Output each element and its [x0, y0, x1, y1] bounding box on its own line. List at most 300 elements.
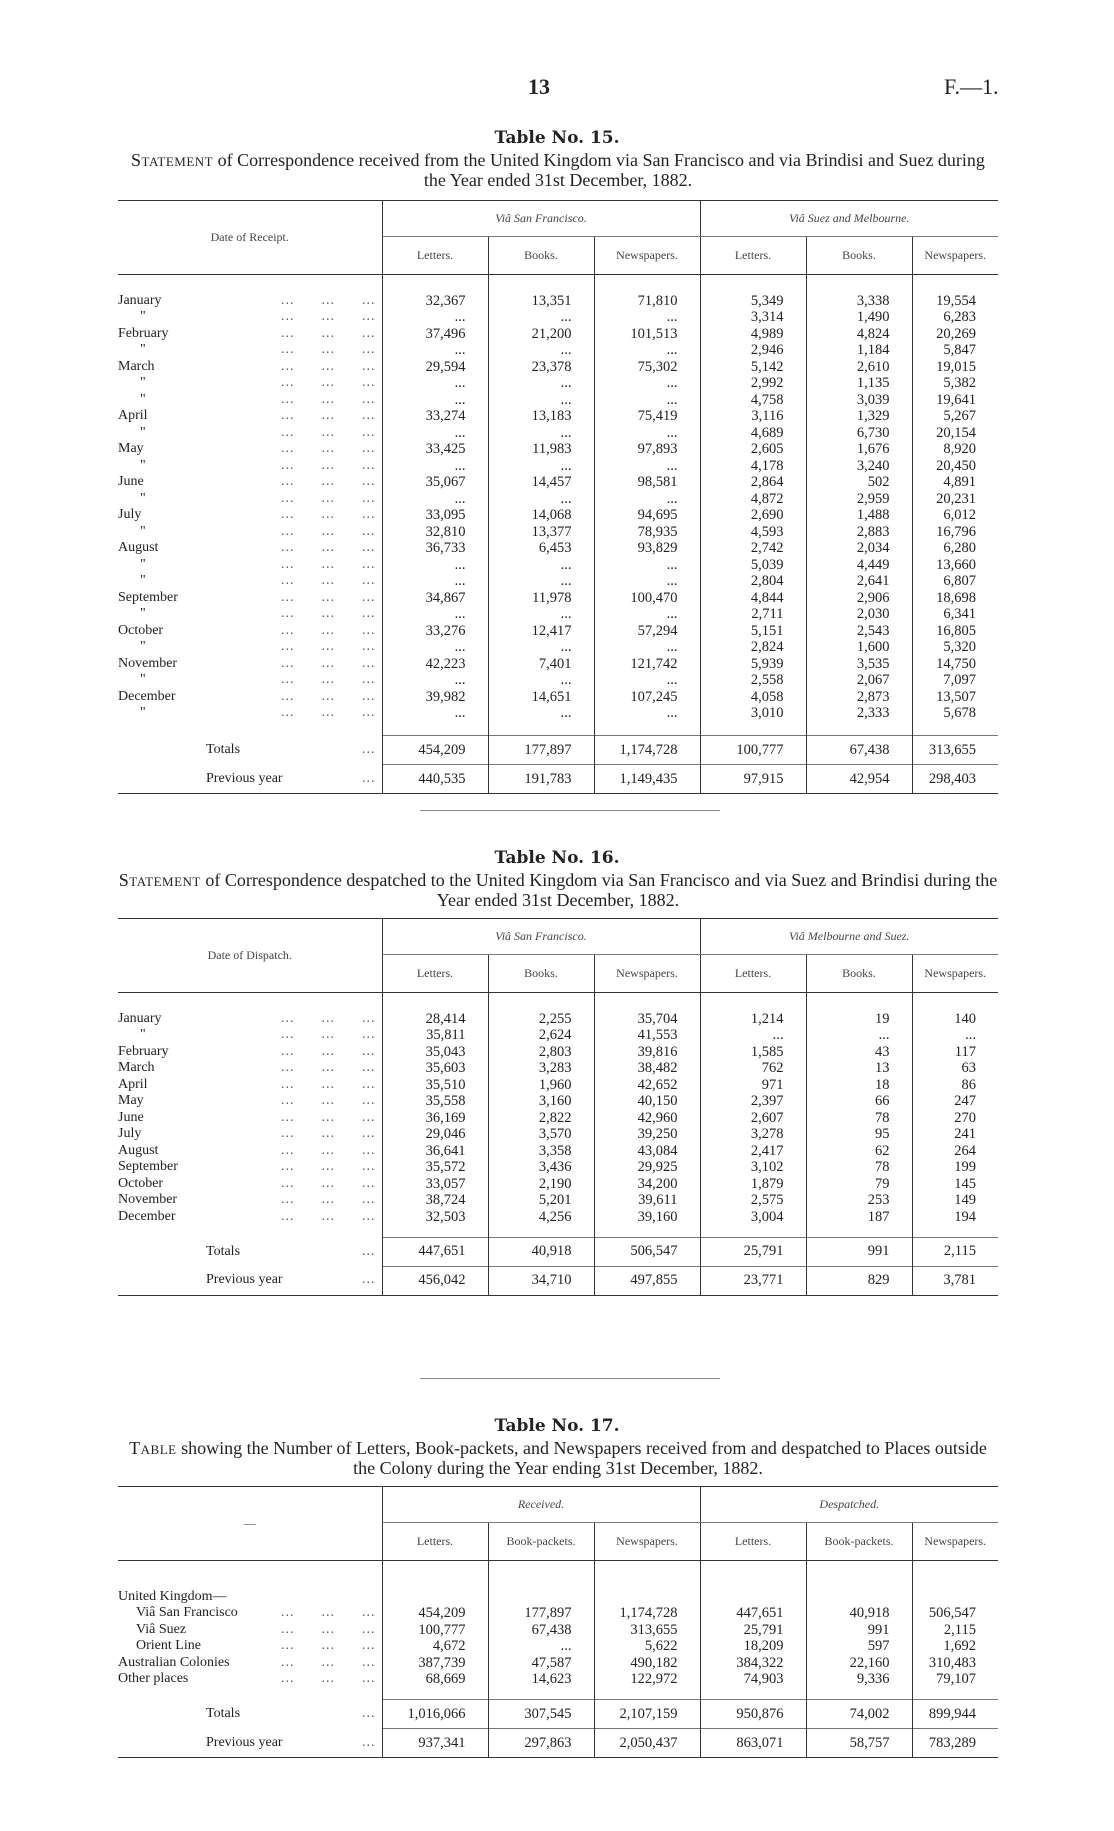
cell-value: ... [594, 392, 700, 409]
row-label: June [118, 1109, 144, 1125]
cell-value: 95 [806, 1126, 912, 1143]
totals-value: 447,651 [382, 1237, 488, 1266]
cell-value: 39,816 [594, 1044, 700, 1061]
cell-value: ... [382, 375, 488, 392]
row-label: July [118, 507, 142, 522]
cell-value: 13,660 [912, 557, 998, 574]
cell-value: 5,847 [912, 342, 998, 359]
row-label: August [118, 1142, 159, 1158]
column-header: Letters. [382, 1523, 488, 1561]
table-row [118, 1655, 998, 1672]
cell-value: 25,791 [700, 1622, 806, 1639]
cell-value: ... [382, 639, 488, 656]
column-header: Letters. [382, 237, 488, 275]
cell-value: 971 [700, 1077, 806, 1094]
cell-value: 19,015 [912, 359, 998, 376]
cell-value: 2,804 [700, 573, 806, 590]
table-row [118, 392, 998, 409]
row-label: Orient Line [136, 1638, 201, 1653]
cell-value: 43 [806, 1044, 912, 1061]
table-row [118, 1126, 998, 1143]
table-row [118, 639, 998, 656]
cell-value: 2,067 [806, 672, 912, 689]
cell-value: ... [912, 1027, 998, 1044]
row-header: Date of Receipt. [210, 230, 289, 244]
cell-value: 1,135 [806, 375, 912, 392]
cell-value: ... [488, 458, 594, 475]
cell-value: 14,750 [912, 656, 998, 673]
cell-value: 5,320 [912, 639, 998, 656]
cell-value: 4,891 [912, 474, 998, 491]
column-header: Books. [806, 955, 912, 993]
cell-value: 34,867 [382, 590, 488, 607]
cell-value: 3,535 [806, 656, 912, 673]
cell-value: 4,689 [700, 425, 806, 442]
leader-dots: ... [362, 1243, 376, 1259]
column-header: Newspapers. [594, 237, 700, 275]
caption-text: of Correspondence received from the United Kingdom via San Francisco and via Brindisi and Suez during the Year ended 31st December, 1882. [213, 150, 985, 190]
row-label: November [118, 1192, 178, 1207]
cell-value: 18 [806, 1077, 912, 1094]
table-row [118, 705, 998, 722]
leader-dots: ... ... ... [281, 1638, 376, 1653]
leader-dots: ... ... ... [281, 391, 376, 407]
cell-value: 6,012 [912, 507, 998, 524]
column-header: Newspapers. [912, 237, 998, 275]
cell-value: 47,587 [488, 1655, 594, 1672]
cell-value: ... [700, 1027, 806, 1044]
cell-value: 5,939 [700, 656, 806, 673]
cell-value: 101,513 [594, 326, 700, 343]
cell-value: 2,711 [700, 606, 806, 623]
row-label: October [118, 622, 164, 638]
cell-value: ... [594, 491, 700, 508]
table-row [118, 309, 998, 326]
cell-value: 71,810 [594, 293, 700, 310]
cell-value: 4,872 [700, 491, 806, 508]
cell-value: 5,678 [912, 705, 998, 722]
previous-value: 829 [806, 1266, 912, 1295]
cell-value: 2,992 [700, 375, 806, 392]
row-label: August [118, 540, 159, 555]
leader-dots: ... ... ... [281, 589, 376, 605]
table-row [118, 557, 998, 574]
cell-value: 5,142 [700, 359, 806, 376]
leader-dots: ... [362, 770, 376, 786]
totals-value: 506,547 [594, 1237, 700, 1266]
row-label: " [140, 457, 146, 473]
cell-value: 3,039 [806, 392, 912, 409]
cell-value: 62 [806, 1143, 912, 1160]
cell-value: 117 [912, 1044, 998, 1061]
totals-row [118, 1700, 998, 1729]
totals-value: 67,438 [806, 736, 912, 765]
totals-value: 177,897 [488, 736, 594, 765]
leader-dots: ... ... ... [281, 1060, 376, 1075]
cell-value: 4,256 [488, 1209, 594, 1226]
document-code: F.—1. [944, 74, 999, 99]
cell-value: ... [382, 309, 488, 326]
cell-value: ... [488, 557, 594, 574]
leader-dots: ... ... ... [281, 342, 376, 357]
previous-value: 34,710 [488, 1266, 594, 1295]
leader-dots: ... ... ... [281, 639, 376, 654]
cell-value: 2,873 [806, 689, 912, 706]
table-row [118, 1209, 998, 1226]
previous-value: 3,781 [912, 1266, 998, 1295]
cell-value: ... [382, 672, 488, 689]
row-label: " [140, 490, 146, 506]
table-row [118, 375, 998, 392]
cell-value: 1,600 [806, 639, 912, 656]
cell-value: ... [488, 1638, 594, 1655]
totals-value: 100,777 [700, 736, 806, 765]
leader-dots: ... ... ... [281, 606, 376, 621]
leader-dots: ... ... ... [281, 490, 376, 506]
cell-value: 4,824 [806, 326, 912, 343]
cell-value: 78 [806, 1159, 912, 1176]
cell-value: 2,824 [700, 639, 806, 656]
leader-dots: ... ... ... [281, 507, 376, 522]
table-row [118, 590, 998, 607]
cell-value: 14,623 [488, 1671, 594, 1688]
row-label: September [118, 1159, 178, 1174]
leader-dots: ... ... ... [281, 556, 376, 572]
group-header-2: Despatched. [700, 1487, 998, 1523]
page-header [0, 74, 1114, 104]
cell-value: 23,378 [488, 359, 594, 376]
leader-dots: ... ... ... [281, 1654, 376, 1670]
cell-value: 32,810 [382, 524, 488, 541]
cell-value: 14,651 [488, 689, 594, 706]
cell-value: 79,107 [912, 1671, 998, 1688]
cell-value: ... [488, 491, 594, 508]
cell-value: 7,401 [488, 656, 594, 673]
cell-value: 4,672 [382, 1638, 488, 1655]
cell-value: 35,811 [382, 1027, 488, 1044]
table-row [118, 1671, 998, 1688]
cell-value: 13,377 [488, 524, 594, 541]
totals-row [118, 736, 998, 765]
cell-value: 145 [912, 1176, 998, 1193]
column-header: Books. [488, 955, 594, 993]
table-row [118, 1060, 998, 1077]
leader-dots: ... ... ... [281, 1192, 376, 1207]
row-label: March [118, 358, 155, 374]
table-row [118, 1176, 998, 1193]
cell-value: 2,605 [700, 441, 806, 458]
cell-value: 991 [806, 1622, 912, 1639]
group-header-1: Viâ San Francisco. [382, 201, 700, 237]
column-header: Books. [806, 237, 912, 275]
cell-value: 29,925 [594, 1159, 700, 1176]
cell-value: 37,496 [382, 326, 488, 343]
leader-dots: ... ... ... [281, 573, 376, 588]
previous-value: 58,757 [806, 1729, 912, 1758]
cell-value: 140 [912, 1011, 998, 1028]
cell-value: 1,184 [806, 342, 912, 359]
cell-value: 5,267 [912, 408, 998, 425]
cell-value: 6,730 [806, 425, 912, 442]
totals-row [118, 1237, 998, 1266]
leader-dots: ... ... ... [281, 457, 376, 473]
leader-dots: ... ... ... [281, 1043, 376, 1059]
cell-value: 75,419 [594, 408, 700, 425]
cell-value: 177,897 [488, 1605, 594, 1622]
cell-value: 13,183 [488, 408, 594, 425]
column-header: Letters. [700, 1523, 806, 1561]
cell-value: 41,553 [594, 1027, 700, 1044]
previous-value: 863,071 [700, 1729, 806, 1758]
cell-value: ... [382, 557, 488, 574]
table-row [118, 425, 998, 442]
cell-value: ... [806, 1027, 912, 1044]
cell-value: ... [594, 606, 700, 623]
cell-value: 2,906 [806, 590, 912, 607]
leader-dots: ... ... ... [281, 309, 376, 324]
cell-value: 490,182 [594, 1655, 700, 1672]
previous-row [118, 1729, 998, 1758]
cell-value: 5,622 [594, 1638, 700, 1655]
cell-value: 35,043 [382, 1044, 488, 1061]
previous-value: 440,535 [382, 765, 488, 794]
previous-value: 298,403 [912, 765, 998, 794]
cell-value: ... [594, 458, 700, 475]
cell-value: 5,349 [700, 293, 806, 310]
cell-value: 2,883 [806, 524, 912, 541]
leader-dots: ... ... ... [281, 1159, 376, 1174]
group-header-1: Viâ San Francisco. [382, 919, 700, 955]
leader-dots: ... ... ... [281, 325, 376, 341]
cell-value: 2,190 [488, 1176, 594, 1193]
column-header: Book-packets. [488, 1523, 594, 1561]
table-row [118, 1110, 998, 1127]
cell-value: 33,425 [382, 441, 488, 458]
row-header: — [243, 1516, 256, 1530]
leader-dots: ... [362, 1272, 376, 1288]
cell-value: 3,010 [700, 705, 806, 722]
leader-dots: ... ... ... [281, 622, 376, 638]
cell-value: 39,250 [594, 1126, 700, 1143]
row-label: Australian Colonies [118, 1654, 230, 1670]
previous-value: 1,149,435 [594, 765, 700, 794]
previous-value: 937,341 [382, 1729, 488, 1758]
leader-dots: ... [362, 742, 376, 757]
leader-dots: ... ... ... [281, 408, 376, 423]
cell-value: 2,946 [700, 342, 806, 359]
cell-value: 33,095 [382, 507, 488, 524]
cell-value: 2,034 [806, 540, 912, 557]
row-label: January [118, 292, 162, 308]
table-row [118, 606, 998, 623]
table-row [118, 1638, 998, 1655]
previous-label: Previous year [206, 770, 283, 786]
cell-value: 18,209 [700, 1638, 806, 1655]
row-label: April [118, 1076, 148, 1092]
row-label: " [140, 375, 146, 390]
cell-value: 36,733 [382, 540, 488, 557]
previous-value: 23,771 [700, 1266, 806, 1295]
table17 [118, 1486, 998, 1759]
cell-value: 3,004 [700, 1209, 806, 1226]
cell-value: 16,796 [912, 524, 998, 541]
cell-value: 3,570 [488, 1126, 594, 1143]
cell-value: ... [594, 557, 700, 574]
cell-value: ... [488, 425, 594, 442]
cell-value: 20,450 [912, 458, 998, 475]
cell-value: 16,805 [912, 623, 998, 640]
cell-value: 762 [700, 1060, 806, 1077]
table17-caption [118, 1438, 998, 1478]
cell-value: 3,338 [806, 293, 912, 310]
table-row [118, 672, 998, 689]
totals-value: 307,545 [488, 1700, 594, 1729]
cell-value: 74,903 [700, 1671, 806, 1688]
cell-value: 6,283 [912, 309, 998, 326]
cell-value: 2,864 [700, 474, 806, 491]
cell-value: 4,593 [700, 524, 806, 541]
cell-value: 2,742 [700, 540, 806, 557]
cell-value: ... [488, 392, 594, 409]
table-row [118, 1159, 998, 1176]
cell-value: ... [488, 672, 594, 689]
cell-value: 502 [806, 474, 912, 491]
cell-value: 5,382 [912, 375, 998, 392]
cell-value: ... [488, 342, 594, 359]
previous-value: 2,050,437 [594, 1729, 700, 1758]
totals-label: Totals [206, 1706, 241, 1721]
cell-value: 100,777 [382, 1622, 488, 1639]
cell-value: 1,879 [700, 1176, 806, 1193]
cell-value: ... [594, 425, 700, 442]
row-label: July [118, 1126, 142, 1141]
cell-value: 35,704 [594, 1011, 700, 1028]
cell-value: 9,336 [806, 1671, 912, 1688]
cell-value: 1,214 [700, 1011, 806, 1028]
cell-value: 29,594 [382, 359, 488, 376]
cell-value: 33,276 [382, 623, 488, 640]
cell-value: 3,116 [700, 408, 806, 425]
previous-row [118, 1266, 998, 1295]
column-header: Letters. [700, 955, 806, 993]
cell-value: 3,240 [806, 458, 912, 475]
column-header: Books. [488, 237, 594, 275]
leader-dots: ... ... ... [281, 1621, 376, 1637]
caption-lead: Statement [131, 150, 214, 170]
cell-value: 38,482 [594, 1060, 700, 1077]
table-row [118, 656, 998, 673]
leader-dots: ... ... ... [281, 1027, 376, 1042]
table-row [118, 1077, 998, 1094]
table-row [118, 1044, 998, 1061]
row-label: " [140, 672, 146, 687]
group-header-1: Received. [382, 1487, 700, 1523]
leader-dots: ... ... ... [281, 672, 376, 687]
table-row [118, 342, 998, 359]
cell-value: 6,807 [912, 573, 998, 590]
cell-value: 79 [806, 1176, 912, 1193]
group-header-2: Viâ Suez and Melbourne. [700, 201, 998, 237]
cell-value: 68,669 [382, 1671, 488, 1688]
leader-dots: ... ... ... [281, 424, 376, 440]
cell-value: 93,829 [594, 540, 700, 557]
table16 [118, 918, 998, 1296]
totals-value: 40,918 [488, 1237, 594, 1266]
cell-value: ... [594, 573, 700, 590]
row-label: May [118, 1093, 144, 1108]
leader-dots: ... ... ... [281, 655, 376, 671]
cell-value: 14,457 [488, 474, 594, 491]
cell-value: 384,322 [700, 1655, 806, 1672]
cell-value: 253 [806, 1192, 912, 1209]
cell-value: 454,209 [382, 1605, 488, 1622]
cell-value: ... [594, 342, 700, 359]
totals-value: 950,876 [700, 1700, 806, 1729]
cell-value: 2,690 [700, 507, 806, 524]
cell-value: 28,414 [382, 1011, 488, 1028]
leader-dots: ... ... ... [281, 1142, 376, 1158]
cell-value: 11,983 [488, 441, 594, 458]
cell-value: 3,283 [488, 1060, 594, 1077]
table16-caption [118, 870, 998, 910]
cell-value: 3,160 [488, 1093, 594, 1110]
cell-value: 4,758 [700, 392, 806, 409]
cell-value: 94,695 [594, 507, 700, 524]
column-header: Letters. [700, 237, 806, 275]
cell-value: 13,351 [488, 293, 594, 310]
row-label: Viâ San Francisco [136, 1605, 238, 1620]
cell-value: 29,046 [382, 1126, 488, 1143]
cell-value: 19 [806, 1011, 912, 1028]
cell-value: 38,724 [382, 1192, 488, 1209]
table-row [118, 1192, 998, 1209]
cell-value: 32,503 [382, 1209, 488, 1226]
leader-dots: ... [362, 1734, 376, 1750]
row-label: " [140, 639, 146, 654]
cell-value: 2,575 [700, 1192, 806, 1209]
previous-value: 97,915 [700, 765, 806, 794]
table-row [118, 573, 998, 590]
totals-value: 1,174,728 [594, 736, 700, 765]
cell-value: ... [382, 573, 488, 590]
group-header-2: Viâ Melbourne and Suez. [700, 919, 998, 955]
cell-value: 12,417 [488, 623, 594, 640]
cell-value: 67,438 [488, 1622, 594, 1639]
row-label: " [140, 556, 146, 572]
table-row [118, 326, 998, 343]
row-label: " [140, 424, 146, 440]
cell-value: 86 [912, 1077, 998, 1094]
row-label: " [140, 391, 146, 407]
table-row [118, 689, 998, 706]
cell-value: 42,652 [594, 1077, 700, 1094]
cell-value: 310,483 [912, 1655, 998, 1672]
leader-dots: ... ... ... [281, 1010, 376, 1026]
cell-value: 121,742 [594, 656, 700, 673]
leader-dots: ... ... ... [281, 705, 376, 720]
cell-value: 447,651 [700, 1605, 806, 1622]
cell-value: ... [594, 705, 700, 722]
row-label: " [140, 606, 146, 621]
column-header: Newspapers. [594, 1523, 700, 1561]
cell-value: ... [488, 705, 594, 722]
cell-value: 97,893 [594, 441, 700, 458]
cell-value: 3,436 [488, 1159, 594, 1176]
cell-value: 4,178 [700, 458, 806, 475]
cell-value: 1,490 [806, 309, 912, 326]
totals-label: Totals [206, 742, 241, 757]
cell-value: 107,245 [594, 689, 700, 706]
